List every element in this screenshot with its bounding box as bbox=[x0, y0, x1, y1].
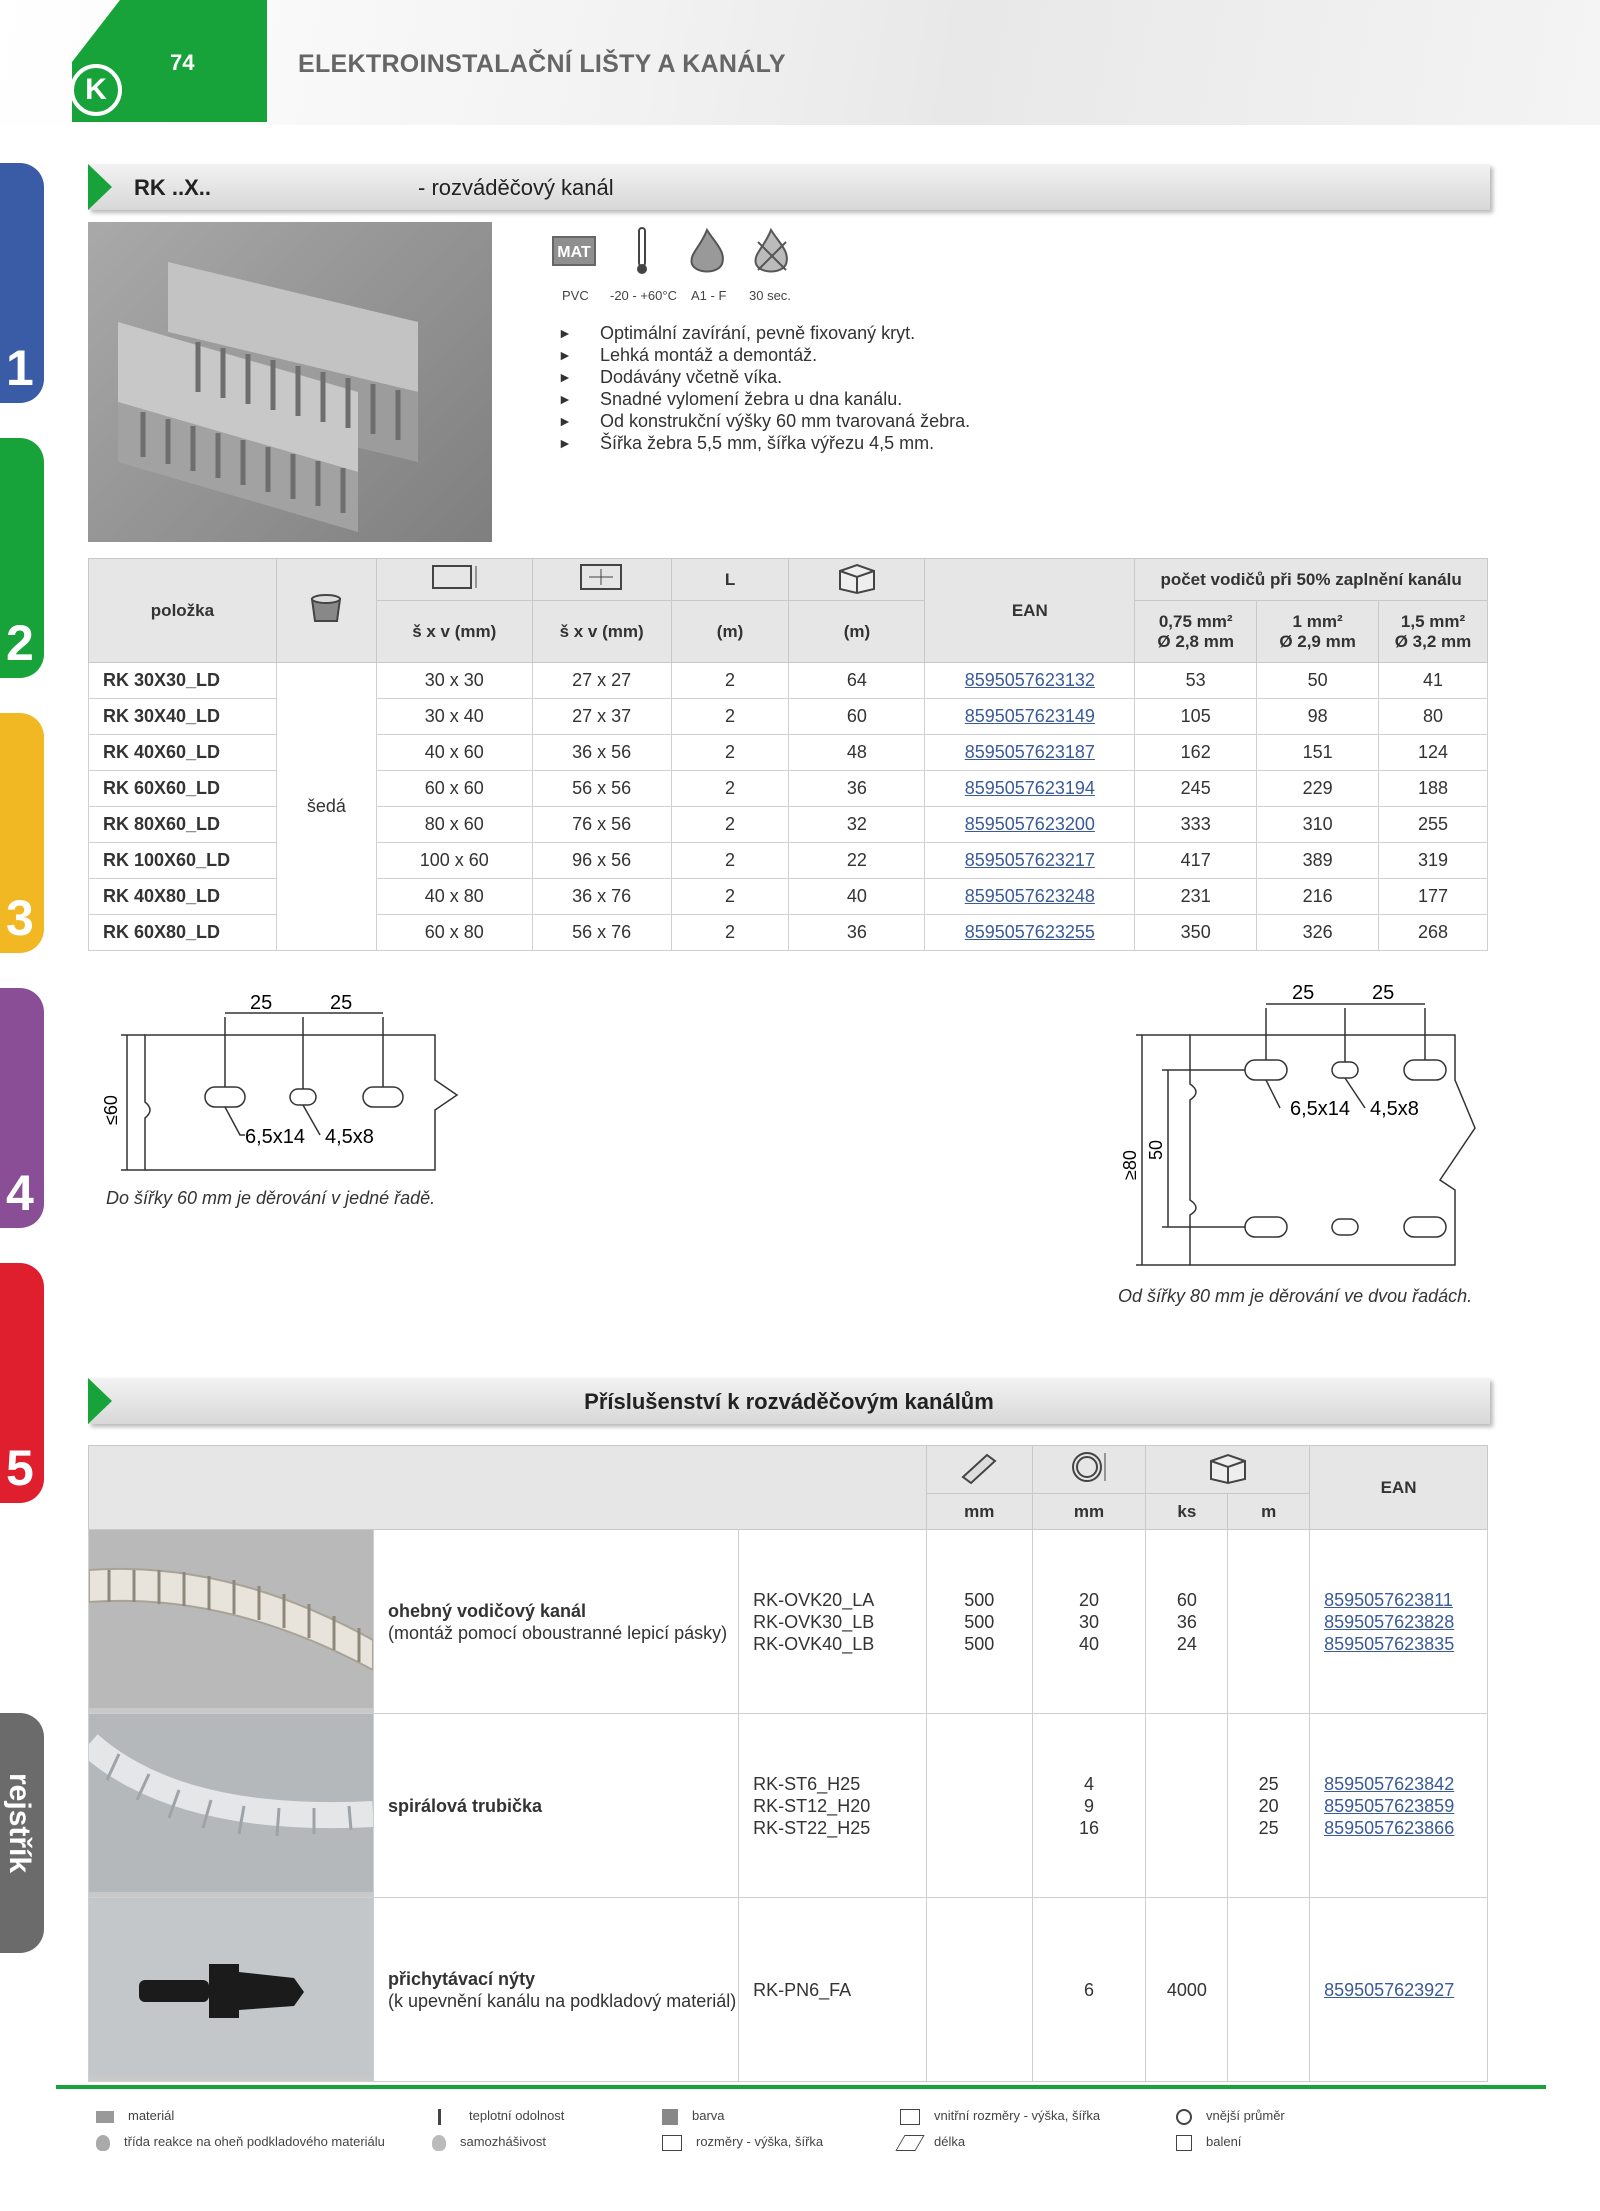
feature-item: ► Šířka žebra 5,5 mm, šířka výřezu 4,5 mm. bbox=[558, 432, 970, 454]
section-bar-accessories bbox=[88, 1378, 1490, 1424]
col-ean: EAN bbox=[925, 559, 1135, 663]
material-label: PVC bbox=[562, 288, 589, 303]
length-icon bbox=[957, 1449, 1001, 1485]
unit-mm: mm bbox=[1032, 1494, 1146, 1530]
col-wires: počet vodičů při 50% zaplnění kanálu bbox=[1135, 559, 1488, 601]
ean-link[interactable]: 8595057623132 bbox=[964, 670, 1095, 690]
hole-large-label: 6,5x14 bbox=[1290, 1098, 1351, 1120]
tab-chapter-4[interactable]: 4 bbox=[0, 988, 44, 1228]
inner-dimensions-icon bbox=[577, 561, 627, 593]
feature-item: ► Dodávány včetně víka. bbox=[558, 366, 970, 388]
table-row: spirálová trubička RK-ST6_H25 RK-ST12_H20 RK-ST22_H25 4 9 16 25 20 25 8595057623842 8595057623859 8595057623866 bbox=[89, 1714, 1488, 1898]
section-bar-rk bbox=[88, 164, 1490, 210]
height-label: ≥80 bbox=[1120, 1150, 1140, 1180]
diameter-icon bbox=[1176, 2109, 1192, 2125]
dim-label: 25 bbox=[1292, 982, 1315, 1004]
feature-item: ► Od konstrukční výšky 60 mm tvarovaná žebra. bbox=[558, 410, 970, 432]
tab-index[interactable]: rejstřík bbox=[0, 1713, 44, 1953]
tab-chapter-3[interactable]: 3 bbox=[0, 713, 44, 953]
green-arrow-icon bbox=[88, 164, 112, 210]
product-name: - rozváděčový kanál bbox=[418, 175, 614, 200]
box-icon bbox=[1205, 1449, 1251, 1485]
page-title: ELEKTROINSTALAČNÍ LIŠTY A KANÁLY bbox=[298, 50, 786, 78]
hole-small-label: 4,5x8 bbox=[325, 1126, 374, 1148]
diameter-col bbox=[1032, 1446, 1146, 1494]
unit-m: m bbox=[1228, 1494, 1310, 1530]
product-photo bbox=[88, 222, 492, 542]
ean-link[interactable]: 8595057623248 bbox=[964, 886, 1095, 906]
company-logo: K bbox=[70, 64, 122, 116]
footer-legend: materiál třída reakce na oheň podkladového materiálu teplotní odolnost samozhášivost barva rozměry - výška, šířka vnitřní rozměry - výška, šířka délka vnější průměr balení bbox=[0, 2100, 1600, 2160]
ean-link[interactable]: 8595057623842 bbox=[1324, 1773, 1455, 1794]
perforation-diagram-single bbox=[95, 985, 475, 1175]
box-icon bbox=[1176, 2135, 1192, 2151]
footer-divider bbox=[56, 2085, 1546, 2089]
ean-link[interactable]: 8595057623811 bbox=[1324, 1589, 1453, 1610]
section-title: Příslušenství k rozváděčovým kanálům bbox=[584, 1389, 994, 1414]
unit-ks: ks bbox=[1146, 1494, 1228, 1530]
thermometer-icon bbox=[438, 2109, 441, 2125]
color-col bbox=[276, 559, 376, 663]
diagram2-note: Od šířky 80 mm je děrování ve dvou řadách. bbox=[1118, 1286, 1473, 1306]
material-icon bbox=[96, 2111, 114, 2123]
flame-icon bbox=[96, 2135, 110, 2151]
col-wire-075: 0,75 mm² Ø 2,8 mm bbox=[1135, 601, 1257, 663]
col-item: položka bbox=[89, 559, 277, 663]
ean-link[interactable]: 8595057623859 bbox=[1324, 1795, 1455, 1816]
ean-link[interactable]: 8595057623255 bbox=[964, 922, 1095, 942]
col-inner-unit: š x v (mm) bbox=[532, 601, 671, 663]
flexible-duct-photo bbox=[89, 1530, 374, 1714]
color-cell: šedá bbox=[276, 663, 376, 951]
length-col bbox=[926, 1446, 1032, 1494]
col-outer-unit: š x v (mm) bbox=[376, 601, 532, 663]
outer-dimensions-icon bbox=[662, 2135, 682, 2151]
page-number: 74 bbox=[170, 50, 195, 75]
table-row: RK 60X60_LD 60 x 60 56 x 56 2 36 8595057623194 245 229 188 bbox=[89, 771, 1488, 807]
ean-link[interactable]: 8595057623187 bbox=[964, 742, 1095, 762]
feature-item: ► Snadné vylomení žebra u dna kanálu. bbox=[558, 388, 970, 410]
pack-col bbox=[789, 559, 925, 601]
ean-link[interactable]: 8595057623200 bbox=[964, 814, 1095, 834]
diameter-icon bbox=[1067, 1449, 1111, 1485]
table-row: RK 80X60_LD 80 x 60 76 x 56 2 32 8595057623200 333 310 255 bbox=[89, 807, 1488, 843]
blank-header bbox=[89, 1446, 927, 1530]
hole-spacing-label: 50 bbox=[1146, 1139, 1166, 1160]
feature-list bbox=[558, 322, 970, 454]
diagram1-note: Do šířky 60 mm je děrování v jedné řadě. bbox=[106, 1188, 436, 1208]
box-icon bbox=[834, 559, 880, 595]
hole-large-label: 6,5x14 bbox=[245, 1126, 306, 1148]
accessory-name: spirálová trubička bbox=[388, 1795, 543, 1816]
table-row: RK 40X60_LD 40 x 60 36 x 56 2 48 8595057623187 162 151 124 bbox=[89, 735, 1488, 771]
rivet-photo bbox=[89, 1898, 374, 2082]
col-pack-unit: (m) bbox=[789, 601, 925, 663]
product-table bbox=[88, 558, 1488, 951]
self-extinguish-icon bbox=[432, 2135, 446, 2151]
accessory-name: ohebný vodičový kanál bbox=[388, 1600, 587, 1621]
table-row: ohebný vodičový kanál (montáž pomocí oboustranné lepicí pásky) RK-OVK20_LA RK-OVK30_LB RK-OVK40_LB 500 500 500 20 30 40 60 36 24 8595057623811 8595057623828 8595057623835 bbox=[89, 1530, 1488, 1714]
spec-icons bbox=[552, 226, 812, 306]
paint-bucket-icon bbox=[308, 591, 344, 625]
ean-link[interactable]: 8595057623866 bbox=[1324, 1817, 1455, 1838]
ean-link[interactable]: 8595057623828 bbox=[1324, 1611, 1455, 1632]
col-ean: EAN bbox=[1310, 1446, 1488, 1530]
inner-dimensions-icon bbox=[900, 2109, 920, 2125]
perforation-diagram-double bbox=[1110, 980, 1490, 1270]
ean-link[interactable]: 8595057623149 bbox=[964, 706, 1095, 726]
tab-chapter-5[interactable]: 5 bbox=[0, 1263, 44, 1503]
table-row: RK 60X80_LD 60 x 80 56 x 76 2 36 8595057623255 350 326 268 bbox=[89, 915, 1488, 951]
feature-item: ► Lehká montáž a demontáž. bbox=[558, 344, 970, 366]
self-ext-label: 30 sec. bbox=[749, 288, 791, 303]
accessory-name: přichytávací nýty bbox=[388, 1968, 536, 1989]
dim-label: 25 bbox=[330, 992, 353, 1014]
height-label: ≤60 bbox=[101, 1095, 121, 1125]
paint-bucket-icon bbox=[662, 2109, 678, 2125]
inner-dims-col bbox=[532, 559, 671, 601]
temp-label: -20 - +60°C bbox=[610, 288, 677, 303]
spiral-tube-photo bbox=[89, 1714, 374, 1898]
col-wire-1: 1 mm² Ø 2,9 mm bbox=[1257, 601, 1379, 663]
accessory-desc: (montáž pomocí oboustranné lepicí pásky) bbox=[388, 1622, 728, 1643]
material-icon: MAT bbox=[552, 236, 596, 266]
table-row: RK 30X40_LD 30 x 40 27 x 37 2 60 8595057623149 105 98 80 bbox=[89, 699, 1488, 735]
ean-link[interactable]: 8595057623835 bbox=[1324, 1633, 1455, 1654]
accessories-table bbox=[88, 1445, 1488, 2082]
col-wire-15: 1,5 mm² Ø 3,2 mm bbox=[1379, 601, 1488, 663]
thermometer-icon bbox=[634, 226, 650, 276]
tab-chapter-2[interactable]: 2 bbox=[0, 438, 44, 678]
table-row: RK 100X60_LD 100 x 60 96 x 56 2 22 8595057623217 417 389 319 bbox=[89, 843, 1488, 879]
dim-label: 25 bbox=[1372, 982, 1395, 1004]
pack-col bbox=[1146, 1446, 1310, 1494]
length-icon bbox=[895, 2135, 924, 2151]
feature-item: ► Optimální zavírání, pevně fixovaný kryt. bbox=[558, 322, 970, 344]
table-row: RK 40X80_LD 40 x 80 36 x 76 2 40 8595057623248 231 216 177 bbox=[89, 879, 1488, 915]
fire-class-label: A1 - F bbox=[691, 288, 727, 303]
accessory-desc: (k upevnění kanálu na podkladový materiál) bbox=[388, 1990, 737, 2011]
tab-chapter-1[interactable]: 1 bbox=[0, 163, 44, 403]
flame-icon bbox=[686, 228, 728, 276]
outer-dims-col bbox=[376, 559, 532, 601]
self-extinguish-icon bbox=[750, 228, 792, 276]
ean-link[interactable]: 8595057623927 bbox=[1324, 1979, 1455, 2000]
ean-link[interactable]: 8595057623194 bbox=[964, 778, 1095, 798]
dim-label: 25 bbox=[250, 992, 273, 1014]
table-row: přichytávací nýty (k upevnění kanálu na podkladový materiál) RK-PN6_FA 6 4000 8595057623927 bbox=[89, 1898, 1488, 2082]
table-row: RK 30X30_LD šedá 30 x 30 27 x 27 2 64 8595057623132 53 50 41 bbox=[89, 663, 1488, 699]
ean-link[interactable]: 8595057623217 bbox=[964, 850, 1095, 870]
unit-mm: mm bbox=[926, 1494, 1032, 1530]
col-length-unit: (m) bbox=[671, 601, 789, 663]
product-code: RK ..X.. bbox=[134, 175, 212, 200]
col-length: L bbox=[671, 559, 789, 601]
outer-dimensions-icon bbox=[429, 561, 479, 593]
hole-small-label: 4,5x8 bbox=[1370, 1098, 1419, 1120]
